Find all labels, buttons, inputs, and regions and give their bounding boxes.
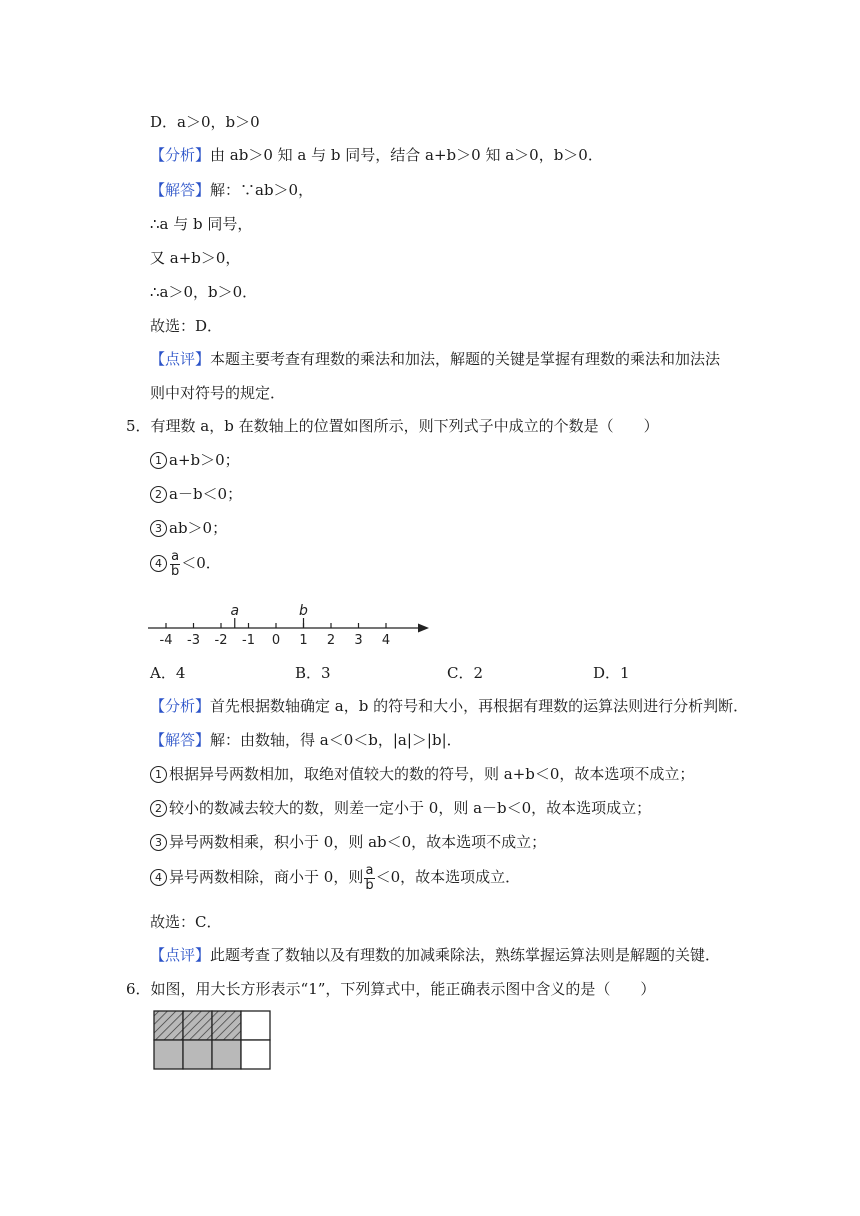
tick-label: 4	[381, 633, 391, 648]
grid-cell-hatched	[183, 1011, 212, 1040]
q5-comment	[150, 945, 720, 965]
option-b: B．3	[295, 664, 331, 682]
fraction-grid-figure	[152, 1009, 276, 1073]
q5-item	[150, 518, 227, 538]
comment-tag: 【点评】	[150, 946, 211, 964]
circled-number: 3	[150, 520, 167, 537]
grid-cell-hatched	[212, 1011, 241, 1040]
step-text-end: ＜0，故本选项成立．	[375, 868, 521, 886]
tick-label: 0	[271, 633, 281, 648]
q6-stem: 6．如图，用大长方形表示“1”，下列算式中，能正确表示图中含义的是（ ）	[126, 980, 656, 998]
analysis-text: 由 ab＞0 知 a 与 b 同号，结合 a+b＞0 知 a＞0，b＞0．	[210, 146, 603, 164]
option-a: A．4	[150, 664, 186, 682]
q5-solution	[150, 730, 462, 750]
item-text: ab＞0；	[169, 519, 228, 537]
analysis-text: 首先根据数轴确定 a，b 的符号和大小，再根据有理数的运算法则进行分析判断．	[210, 697, 749, 715]
circled-number: 2	[150, 486, 167, 503]
fraction-numerator: a	[171, 548, 180, 564]
grid-cell-shaded	[212, 1040, 241, 1069]
grid-cell-shaded	[154, 1040, 183, 1069]
comment-tag: 【点评】	[150, 350, 211, 368]
step-text: 根据异号两数相加，取绝对值较大的数的符号，则 a+b＜0，故本选项不成立；	[169, 765, 695, 783]
option-d: D．1	[593, 664, 630, 682]
item-text: a+b＞0；	[169, 451, 240, 469]
fraction	[364, 864, 374, 893]
tick-label: -2	[214, 633, 228, 648]
solution-step	[150, 798, 651, 818]
analysis-tag: 【分析】	[150, 697, 211, 715]
fraction-denominator: b	[365, 877, 374, 893]
grid-cell-shaded	[183, 1040, 212, 1069]
q4-analysis	[150, 145, 603, 165]
solution-line: 又 a+b＞0，	[150, 249, 241, 267]
q4-solution	[150, 180, 313, 200]
comment-text: 此题考查了数轴以及有理数的加减乘除法，熟练掌握运算法则是解题的关键．	[210, 946, 721, 964]
solution-tag: 【解答】	[150, 181, 211, 199]
circled-number: 2	[150, 800, 167, 817]
analysis-tag: 【分析】	[150, 146, 211, 164]
q5-choice: 故选：C．	[150, 913, 222, 931]
comment-text-cont: 则中对符号的规定．	[150, 384, 286, 402]
q4-comment	[150, 349, 720, 369]
circled-number: 1	[150, 766, 167, 783]
q5-analysis	[150, 696, 748, 716]
circled-number: 1	[150, 452, 167, 469]
circled-number: 4	[150, 869, 167, 886]
tick-label: 1	[299, 633, 308, 648]
q5-item	[150, 450, 240, 470]
tick-label: -4	[159, 633, 173, 648]
solution-line: 解：∵ab＞0，	[210, 181, 314, 199]
step-text: 较小的数减去较大的数，则差一定小于 0，则 a－b＜0，故本选项成立；	[169, 799, 652, 817]
q5-item	[150, 546, 221, 580]
solution-step	[150, 860, 520, 894]
arrow-head-icon	[418, 624, 429, 633]
item-text: a－b＜0；	[169, 485, 243, 503]
solution-line: 故选：D．	[150, 317, 223, 335]
tick-label: -1	[242, 633, 255, 648]
q5-stem: 5．有理数 a，b 在数轴上的位置如图所示，则下列式子中成立的个数是（ ）	[126, 417, 659, 435]
comment-text: 本题主要考查有理数的乘法和加法，解题的关键是掌握有理数的乘法和加法法	[210, 350, 721, 368]
grid-cell	[241, 1040, 270, 1069]
number-line-figure	[140, 598, 440, 648]
tick-label: 2	[326, 633, 336, 648]
solution-step	[150, 832, 546, 852]
grid-cell-hatched	[154, 1011, 183, 1040]
fraction	[170, 550, 180, 579]
option-c: C．2	[447, 664, 484, 682]
solution-line: ∴a 与 b 同号，	[150, 215, 253, 233]
point-label-a: a	[230, 603, 240, 619]
step-text: 异号两数相除，商小于 0，则	[169, 868, 364, 886]
q5-item	[150, 484, 242, 504]
circled-number: 3	[150, 834, 167, 851]
circled-number: 4	[150, 555, 167, 572]
grid-cell	[241, 1011, 270, 1040]
step-text: 异号两数相乘，积小于 0，则 ab＜0，故本选项不成立；	[169, 833, 547, 851]
point-label-b: b	[299, 603, 308, 619]
solution-tag: 【解答】	[150, 731, 211, 749]
tick-label: 3	[354, 633, 363, 648]
solution-line: ∴a＞0，b＞0．	[150, 283, 258, 301]
solution-text: 解：由数轴，得 a＜0＜b，|a|＞|b|．	[210, 731, 462, 749]
fraction-denominator: b	[171, 563, 180, 579]
q4-option-d: D．a＞0，b＞0	[150, 113, 260, 131]
solution-step	[150, 764, 694, 784]
fraction-numerator: a	[365, 862, 374, 878]
tick-label: -3	[187, 633, 200, 648]
item-text: ＜0．	[181, 554, 221, 572]
